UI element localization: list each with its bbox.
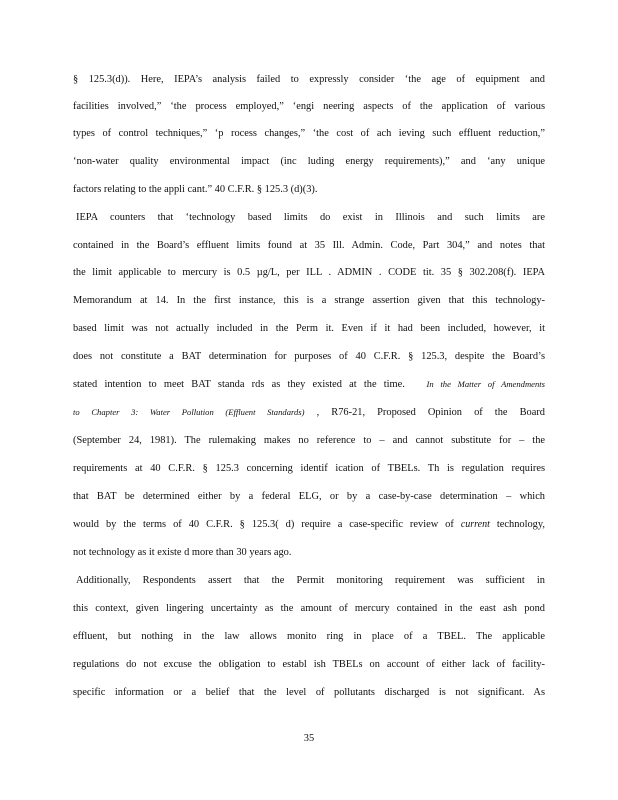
text-line-with-emphasis xyxy=(73,518,545,531)
text-line: specific information or a belief that the level of pollutants discharged is not significant. As xyxy=(73,687,545,698)
page-number: 35 xyxy=(303,733,315,744)
italic-emphasis: current xyxy=(460,519,490,530)
text-line: does not constitute a BAT determination for purposes of 40 C.F.R. § 125.3, despite the Board’s xyxy=(73,351,545,362)
text-line: Additionally, Respondents assert that the Permit monitoring requirement was sufficient in xyxy=(76,575,545,586)
italic-case-citation: to Chapter 3: Water Pollution (Effluent Standards) xyxy=(73,407,305,417)
text-line: regulations do not excuse the obligation to establ ish TBELs on account of either lack of facility- xyxy=(73,659,545,670)
text-line: this context, given lingering uncertainty as the amount of mercury contained in the east ash pond xyxy=(73,603,545,614)
text-segment: would by the terms of 40 C.F.R. § 125.3( d) require a case-specific review of xyxy=(73,519,454,530)
text-line-with-citation xyxy=(73,406,545,419)
text-segment: , R76-21, Proposed Opinion of the Board xyxy=(316,407,545,418)
text-line: types of control techniques,” ‘p rocess changes,” ‘the cost of ach ieving such effluent reduction,” xyxy=(73,128,545,139)
text-line-with-citation xyxy=(73,378,545,391)
text-line: § 125.3(d)). Here, IEPA’s analysis failed to expressly consider ‘the age of equipment and xyxy=(73,74,545,85)
text-line: factors relating to the appli cant.” 40 C.F.R. § 125.3 (d)(3). xyxy=(73,184,318,195)
text-line: ‘non-water quality environmental impact (inc luding energy requirements),” and ‘any unique xyxy=(73,156,545,167)
text-line: Memorandum at 14. In the first instance, this is a strange assertion given that this technology- xyxy=(73,295,545,306)
text-line: (September 24, 1981). The rulemaking makes no reference to – and cannot substitute for – the xyxy=(73,435,545,446)
text-line: based limit was not actually included in the Perm it. Even if it had been included, however, it xyxy=(73,323,545,334)
text-line: facilities involved,” ‘the process employed,” ‘engi neering aspects of the application of various xyxy=(73,101,545,112)
text-segment: stated intention to meet BAT standa rds as they existed at the time. xyxy=(73,379,405,390)
text-line: requirements at 40 C.F.R. § 125.3 concerning identif ication of TBELs. Th is regulation requires xyxy=(73,463,545,474)
text-line: that BAT be determined either by a federal ELG, or by a case-by-case determination – which xyxy=(73,491,545,502)
text-line: IEPA counters that ‘technology based limits do exist in Illinois and such limits are xyxy=(76,212,545,223)
text-line: contained in the Board’s effluent limits found at 35 Ill. Admin. Code, Part 304,” and notes that xyxy=(73,240,545,251)
text-segment: technology, xyxy=(496,519,545,530)
text-line: the limit applicable to mercury is 0.5 µg/L, per ILL . ADMIN . CODE tit. 35 § 302.208(f). IEPA xyxy=(73,267,545,278)
text-line: effluent, but nothing in the law allows monito ring in place of a TBEL. The applicable xyxy=(73,631,545,642)
text-line: not technology as it existe d more than 30 years ago. xyxy=(73,547,292,558)
italic-case-citation: In the Matter of Amendments xyxy=(426,379,546,389)
